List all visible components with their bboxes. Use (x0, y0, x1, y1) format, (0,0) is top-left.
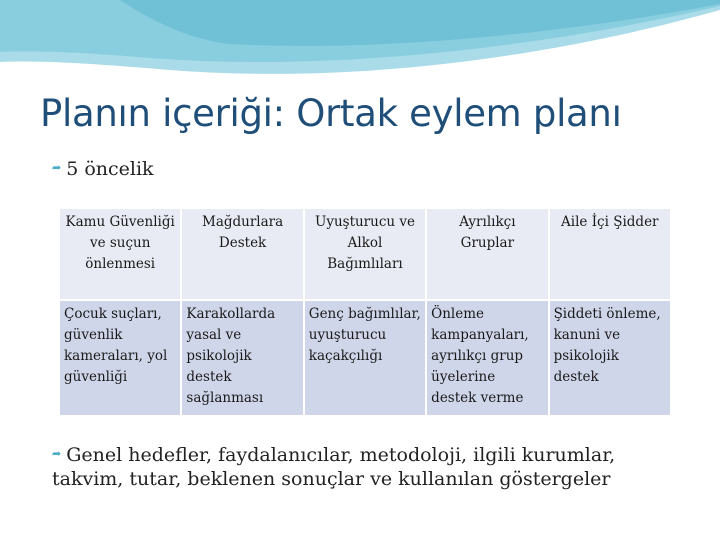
table-cell: Karakollarda yasal ve psikolojik destek sağlanması (181, 300, 303, 416)
slide-title: Planın içeriği: Ortak eylem planı (40, 92, 622, 135)
header-wave-decoration (0, 0, 720, 90)
bullet-priorities-text: 5 öncelik (66, 158, 154, 180)
table-header-cell: Aile İçi Şidder (549, 208, 671, 300)
table-header-cell: Uyuşturucu ve Alkol Bağımlıları (304, 208, 426, 300)
bullet-plan-details (52, 442, 692, 491)
table-cell: Çocuk suçları, güvenlik kameraları, yol güvenliği (59, 300, 181, 416)
table-cell: Önleme kampanyaları, ayrılıkçı grup üyelerine destek verme (426, 300, 548, 416)
curly-arrow-bullet-icon: ➦ (52, 447, 62, 460)
table-header-cell: Ayrılıkçı Gruplar (426, 208, 548, 300)
curly-arrow-bullet-icon: ➦ (52, 161, 62, 174)
table-header-row (59, 208, 671, 300)
bullet-plan-details-text: Genel hedefler, faydalanıcılar, metodoloji, ilgili kurumlar, takvim, tutar, beklenen sonuçlar ve kullanılan göstergeler (52, 444, 616, 490)
priorities-table (58, 207, 672, 417)
table-cell: Genç bağımlılar, uyuşturucu kaçakçılığı (304, 300, 426, 416)
table-header-cell: Mağdurlara Destek (181, 208, 303, 300)
table-header-cell: Kamu Güvenliği ve suçun önlenmesi (59, 208, 181, 300)
bullet-priorities (52, 158, 154, 180)
table-cell: Şiddeti önleme, kanuni ve psikolojik destek (549, 300, 671, 416)
table-row (59, 300, 671, 416)
